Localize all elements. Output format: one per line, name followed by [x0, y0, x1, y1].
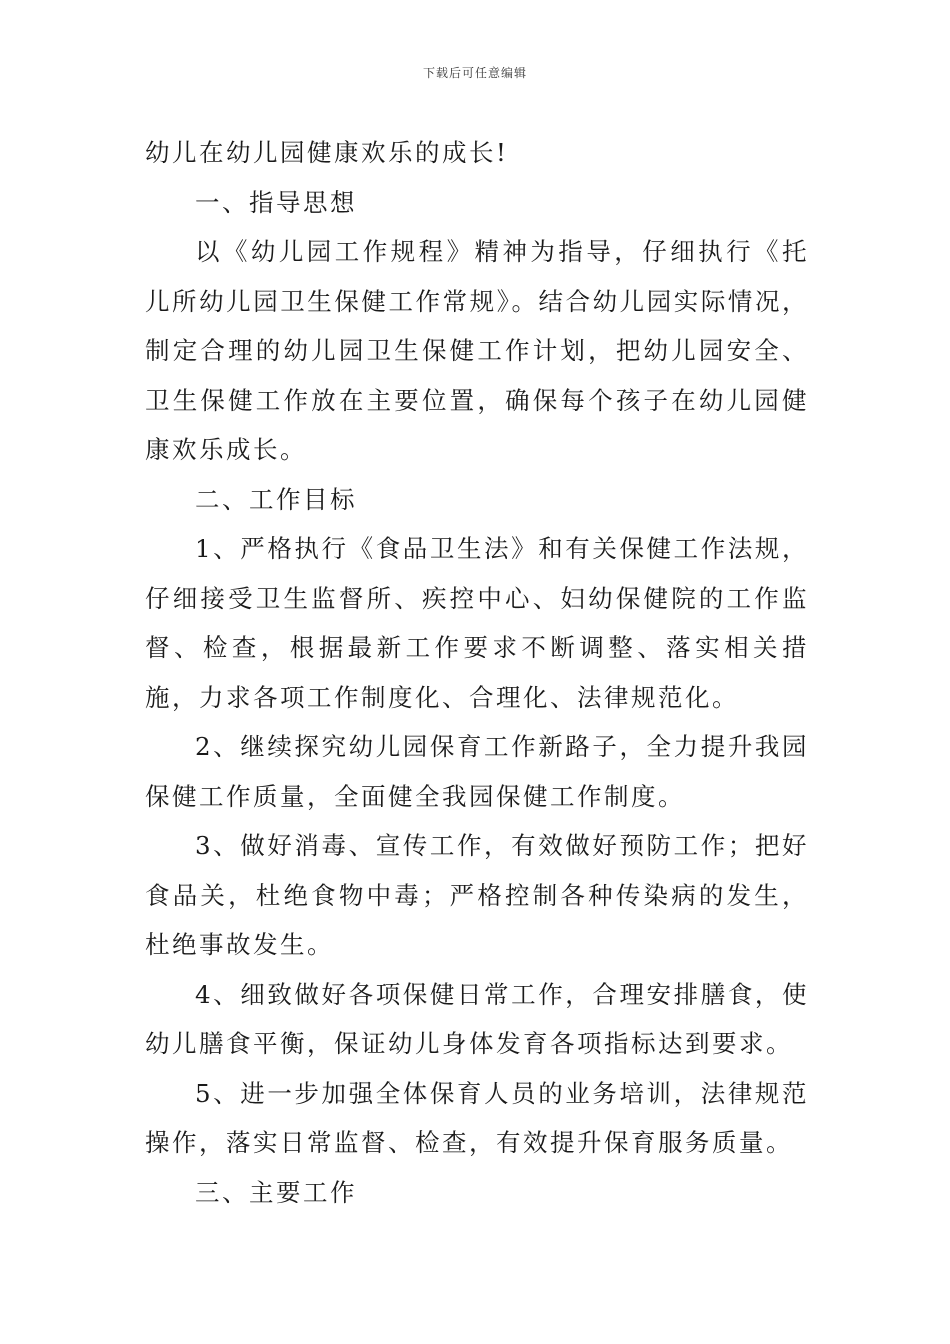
goal-item-5: 5、进一步加强全体保育人员的业务培训，法律规范操作，落实日常监督、检查，有效提升保育服务质量。 — [145, 1078, 809, 1157]
goal-item-4: 4、细致做好各项保健日常工作，合理安排膳食，使幼儿膳食平衡，保证幼儿身体发育各项指标达到要求。 — [145, 979, 809, 1058]
paragraph-guiding-ideology: 以《幼儿园工作规程》精神为指导，仔细执行《托儿所幼儿园卫生保健工作常规》。结合幼儿园实际情况，制定合理的幼儿园卫生保健工作计划，把幼儿园安全、卫生保健工作放在主要位置，确保每个孩子在幼儿园健康欢乐成长。 — [145, 237, 809, 464]
goal-item-1: 1、严格执行《食品卫生法》和有关保健工作法规，仔细接受卫生监督所、疾控中心、妇幼保健院的工作监督、检查，根据最新工作要求不断调整、落实相关措施，力求各项工作制度化、合理化、法律规范化。 — [145, 534, 809, 712]
section-heading-main-work: 三、主要工作 — [195, 1177, 357, 1207]
goal-item-2: 2、继续探究幼儿园保育工作新路子，全力提升我园保健工作质量，全面健全我园保健工作制度。 — [145, 732, 809, 811]
goal-item-3: 3、做好消毒、宣传工作，有效做好预防工作；把好食品关，杜绝食物中毒；严格控制各种传染病的发生，杜绝事故发生。 — [145, 831, 809, 959]
page-header: 下载后可任意编辑 — [422, 66, 527, 80]
section-heading-guiding-ideology: 一、指导思想 — [195, 187, 357, 217]
section-heading-work-goals: 二、工作目标 — [195, 484, 357, 514]
document-body — [145, 128, 809, 1217]
paragraph-continuation: 幼儿在幼儿园健康欢乐的成长! — [145, 138, 509, 167]
